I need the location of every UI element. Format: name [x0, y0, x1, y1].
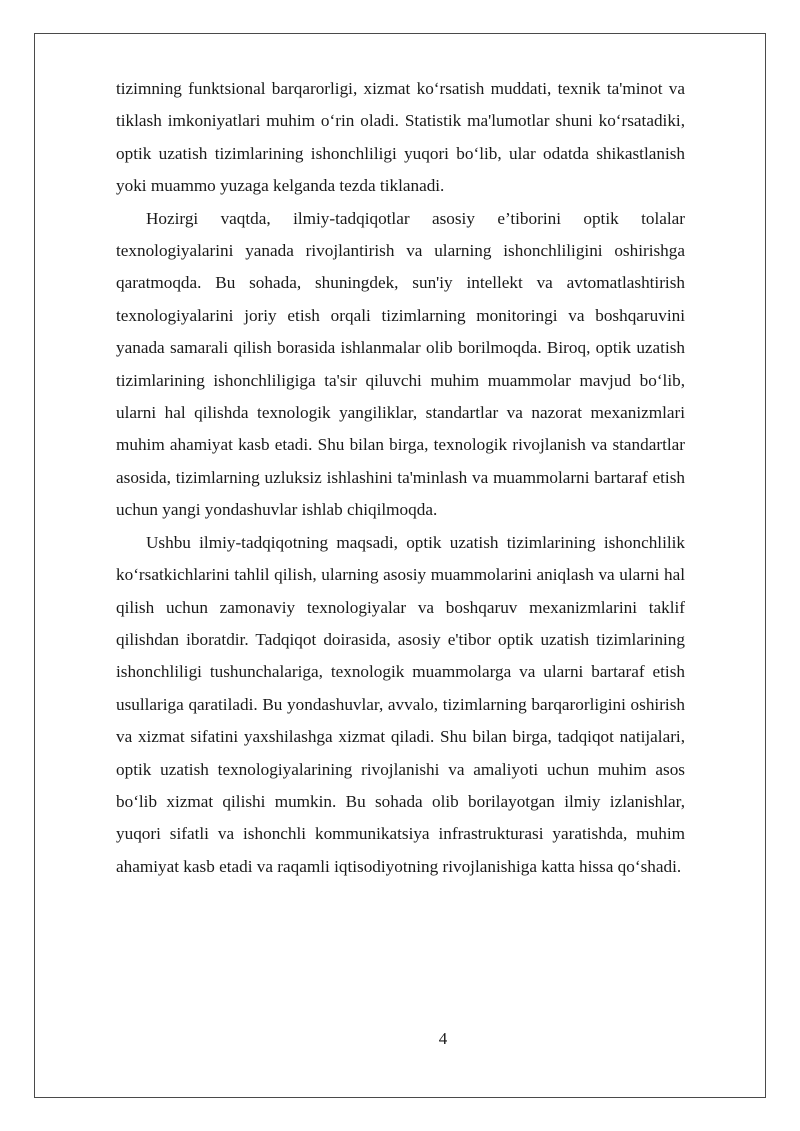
page-number: 4 [438, 1029, 448, 1048]
paragraph-research-aim: Ushbu ilmiy-tadqiqotning maqsadi, optik uzatish tizimlarining ishonchlilik ko‘rsatkichlarini tahlil qilish, ularning asosiy muammolarini aniqlash va ularni hal qilish uchun zamonaviy texnologiyalar va boshqaruv mexanizmlarini taklif qilishdan iboratdir. Tadqiqot doirasida, asosiy e'tibor optik uzatish tizimlarining ishonchliligi tushunchalariga, texnologik muammolarga va ularni bartaraf etish usullariga qaratiladi. Bu yondashuvlar, avvalo, tizimlarning barqarorligini oshirish va xizmat sifatini yaxshilashga xizmat qiladi. Shu bilan birga, tadqiqot natijalari, optik uzatish texnologiyalarining rivojlanishi va amaliyoti uchun muhim asos bo‘lib xizmat qilishi mumkin. Bu sohada olib borilayotgan ilmiy izlanishlar, yuqori sifatli va ishonchli kommunikatsiya infrastrukturasi yaratishda, muhim ahamiyat kasb etadi va raqamli iqtisodiyotning rivojlanishiga katta hissa qo‘shadi. [116, 532, 685, 876]
paragraph-current-research: Hozirgi vaqtda, ilmiy-tadqiqotlar asosiy e’tiborini optik tolalar texnologiyalarini yanada rivojlantirish va ularning ishonchliligini oshirishga qaratmoqda. Bu sohada, shuningdek, sun'iy intellekt va avtomatlashtirish texnologiyalarini joriy etish orqali tizimlarning monitoringi va boshqaruvini yanada samarali qilish borasida ishlanmalar olib borilmoqda. Biroq, optik uzatish tizimlarining ishonchliligiga ta'sir qiluvchi muhim muammolar mavjud bo‘lib, ularni hal qilishda texnologik yangiliklar, standartlar va nazorat mexanizmlari muhim ahamiyat kasb etadi. Shu bilan birga, texnologik rivojlanish va standartlar asosida, tizimlarning uzluksiz ishlashini ta'minlash va muammolarni bartaraf etish uchun yangi yondashuvlar ishlab chiqilmoqda. [116, 208, 685, 520]
paragraph-continuation: tizimning funktsional barqarorligi, xizmat ko‘rsatish muddati, texnik ta'minot va tiklash imkoniyatlari muhim o‘rin oladi. Statistik ma'lumotlar shuni ko‘rsatadiki, optik uzatish tizimlarining ishonchliligi yuqori bo‘lib, ular odatda shikastlanish yoki muammo yuzaga kelganda tezda tiklanadi. [116, 79, 685, 196]
body-text [116, 73, 685, 883]
